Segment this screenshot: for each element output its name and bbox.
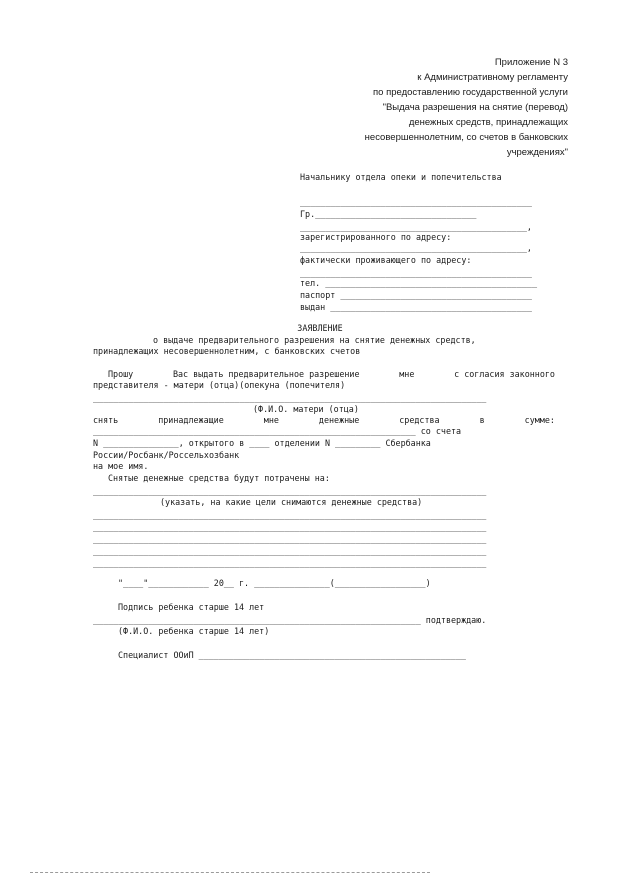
specialist-signature-field[interactable]: Специалист ООиП _____________________________________________________ <box>118 650 466 660</box>
registered-address-field[interactable]: _____________________________________________, <box>300 243 532 253</box>
appendix-line-5: денежных средств, принадлежащих <box>408 117 568 128</box>
appendix-line-3: по предоставлению государственной услуги <box>373 87 568 98</box>
withdraw-word-2: принадлежащие <box>158 415 224 425</box>
child-name-caption: (Ф.И.О. ребенка старше 14 лет) <box>118 626 270 636</box>
actual-address-label: фактически проживающего по адресу: <box>300 255 472 265</box>
purpose-caption: (указать, на какие цели снимаются денежные средства) <box>160 497 423 507</box>
purpose-extra-line-5[interactable]: ______________________________________________________________________________ <box>93 558 487 568</box>
citizen-field[interactable]: Гр.________________________________ <box>300 209 477 219</box>
mother-name-field[interactable]: ______________________________________________________________________________ <box>93 393 487 403</box>
request-word-3: мне <box>399 369 415 379</box>
passport-field[interactable]: паспорт ______________________________________ <box>300 290 532 300</box>
purpose-field[interactable]: ______________________________________________________________________________ <box>93 486 487 496</box>
request-word-1: Прошу <box>108 369 134 379</box>
addressee-title: Начальнику отдела опеки и попечительства <box>300 172 502 182</box>
my-name-line: на мое имя. <box>93 461 149 471</box>
appendix-line-6: несовершеннолетним, со счетов в банковских <box>364 132 568 143</box>
citizen-field-line-2[interactable]: _____________________________________________, <box>300 222 532 232</box>
account-number-field[interactable]: N _______________, открытого в ____ отделении N _________ Сбербанка <box>93 438 431 448</box>
request-word-4: с согласия законного <box>454 369 555 379</box>
withdraw-line <box>93 415 555 426</box>
mother-name-caption: (Ф.И.О. матери (отца) <box>253 404 359 414</box>
withdraw-word-6: в <box>479 415 485 425</box>
phone-field[interactable]: тел. __________________________________________ <box>300 278 537 288</box>
statement-subtitle-1: о выдаче предварительного разрешения на снятие денежных средств, <box>153 335 476 345</box>
purpose-extra-line-2[interactable]: ______________________________________________________________________________ <box>93 522 487 532</box>
statement-title: ЗАЯВЛЕНИЕ <box>297 323 343 333</box>
withdraw-word-7: сумме: <box>524 415 555 425</box>
date-signature-line[interactable]: "____"____________ 20__ г. _______________(__________________) <box>118 578 431 588</box>
appendix-line-4: "Выдача разрешения на снятие (перевод) <box>382 102 568 113</box>
appendix-number: Приложение N 3 <box>494 57 568 68</box>
withdraw-word-4: денежные <box>318 415 360 425</box>
request-line <box>108 369 555 380</box>
purpose-extra-line-1[interactable]: ______________________________________________________________________________ <box>93 510 487 520</box>
banks-line: России/Росбанк/Россельхозбанк <box>93 450 240 460</box>
withdraw-word-3: мне <box>263 415 279 425</box>
page-bottom-divider <box>30 872 430 873</box>
purpose-extra-line-4[interactable]: ______________________________________________________________________________ <box>93 546 487 556</box>
appendix-line-7: учреждениях" <box>506 147 568 158</box>
request-line-2: представителя - матери (отца)(опекуна (попечителя) <box>93 380 346 390</box>
withdraw-word-1: снять <box>93 415 119 425</box>
withdraw-word-5: средства <box>399 415 440 425</box>
request-word-2: Вас выдать предварительное разрешение <box>172 369 360 379</box>
appendix-line-2: к Административному регламенту <box>417 72 568 83</box>
registered-address-label: зарегистрированного по адресу: <box>300 232 452 242</box>
actual-address-field[interactable]: ______________________________________________ <box>300 268 532 278</box>
spent-on-label: Снятые денежные средства будут потрачены на: <box>108 473 330 483</box>
purpose-extra-line-3[interactable]: ______________________________________________________________________________ <box>93 534 487 544</box>
statement-subtitle-2: принадлежащих несовершеннолетним, с банковских счетов <box>93 346 361 356</box>
child-signature-label: Подпись ребенка старше 14 лет <box>118 602 265 612</box>
child-signature-field[interactable]: _________________________________________________________________ подтверждаю. <box>93 615 487 625</box>
addressee-blank-line[interactable]: ______________________________________________ <box>300 197 532 207</box>
issued-by-field[interactable]: выдан ________________________________________ <box>300 302 532 312</box>
account-field[interactable]: ________________________________________________________________ со счета <box>93 426 462 436</box>
